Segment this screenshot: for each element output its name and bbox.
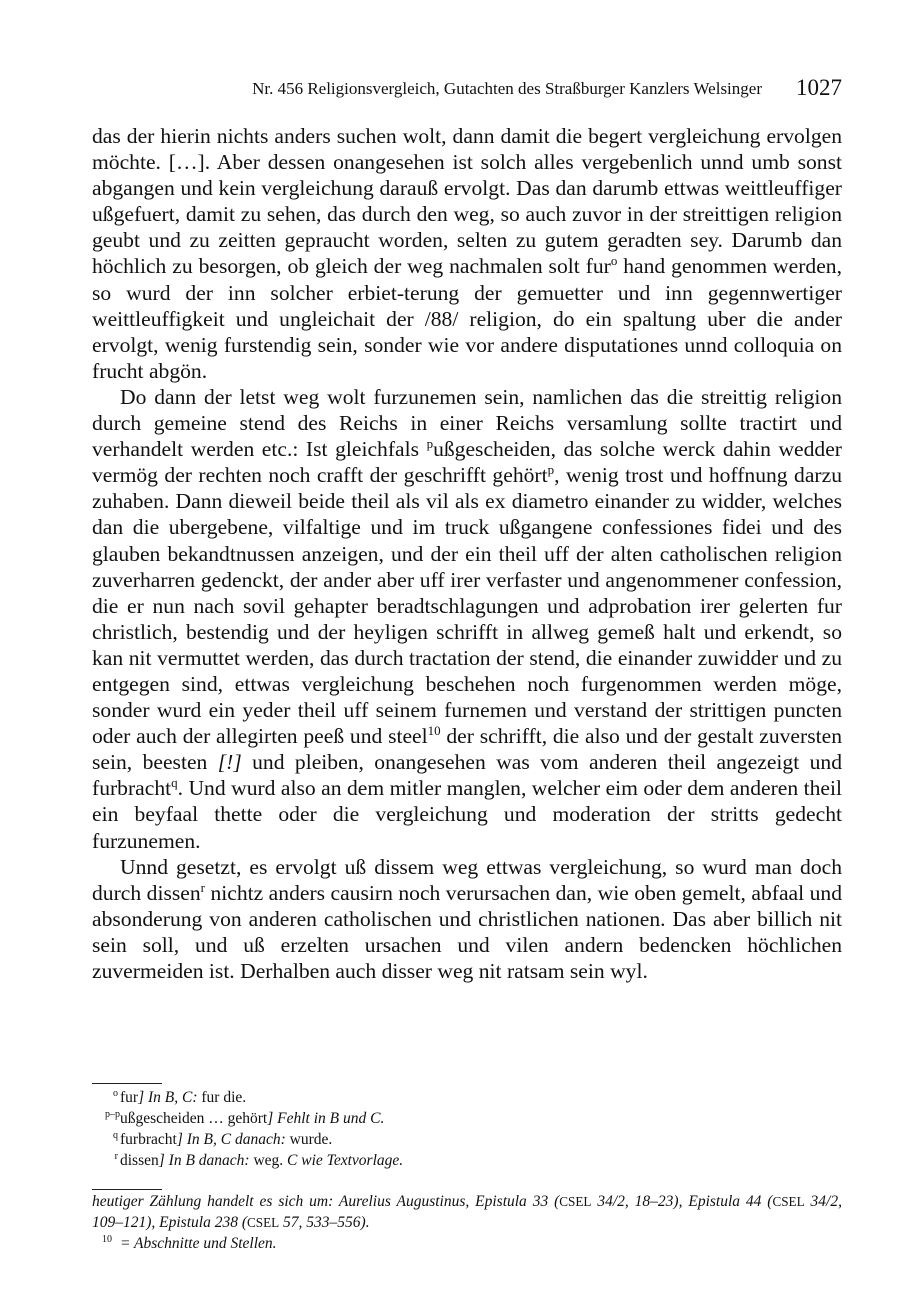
paragraph-2: Do dann der letst weg wolt furzunemen sein, namlichen das die streittig religion durch gemeine stend des Reichs in einer Reichs versamlung sollte tractirt und verhandelt werden etc.: Ist gleichfals $^p$ußgescheiden, das solche werck dahin wedder vermög der rechten noch crafft der geschrifft gehört$^p$, wenig trost und hoffnung darzu zuhaben. Dann dieweil beide theil als vil als ex diametro einander zu widder, welches dan die ubergebene, vilfaltige und im truck ußgangene confessiones fidei und des glauben bekandtnussen anzeigen, und der ein theil uff der alten catholischen religion zuverharren gedenckt, der ander aber uff irer verfaster und angenommener confession, die er nun nach sovil gehapter beradtschlagungen und adprobation irer gelerten fur christlich, bestendig und der heyligen schrifft in allweg gemeß halt und erkendt, so kan nit vermuttet werden, das durch tractation der stend, die einander zuwidder und zu entgegen sind, ettwas vergleichung beschehen noch furgenommen werden möge, sonder wurd ein yeder theil uff seinem furnemen und verstand der strittigen puncten oder auch der allegirten peeß und steel$^{10}$ der schrifft, die also und der gestalt zuversten sein, beesten [!] und pleiben, onangesehen was vom anderen theil angezeigt und furbracht$^q$. Und wurd also an dem mitler manglen, welcher eim oder dem anderen theil ein beyfaal thette oder die vergleichung und moderation der stritts gedecht furzunemen. [92, 384, 842, 853]
commentary-notes [92, 1191, 842, 1254]
apparatus-note-q: q furbracht] In B, C danach: wurde. [113, 1130, 333, 1148]
note-marker-o[interactable]: o [610, 253, 618, 269]
editorial-sic: [!] [217, 750, 242, 775]
note-marker-10[interactable]: 10 [427, 723, 441, 739]
note-marker-q[interactable]: q [171, 775, 178, 791]
apparatus-note-o: o fur] In B, C: fur die. [113, 1088, 247, 1106]
paragraph-1: das der hierin nichts anders suchen wolt, dann damit die begert vergleichung ervolgen möchte. […]. Aber dessen onangesehen ist solch alles vergebenlich unnd umb sonst abgangen und kein vergleichung darauß ervolgt. Das dan darumb ettwas weittleuffiger ußgefuert, damit zu sehen, das durch den weg, so auch zuvor in der streittigen religion geubt und zu zeitten gepraucht worden, selten zu gutem geradten sey. Darumb dan höchlich zu besorgen, ob gleich der weg nachmalen solt fur$^o$ hand genommen werden, so wurd der inn solcher erbiet-terung der gemuetter und inn gegennwertiger weittleuffigkeit und ungleichait der /88/ religion, do ein spaltung uber die ander ervolgt, wenig furstendig sein, sonder wie vor andere disputationes unnd colloquia on frucht abgön. [92, 124, 842, 383]
commentary-continuation: heutiger Zählung handelt es sich um: Aurelius Augustinus, Epistula 33 (CSEL 34/2, 18–23), Epistula 44 (CSEL 34/2, 109–121), Epistula 238 (CSEL 57, 533–556). [92, 1193, 842, 1231]
apparatus-divider [92, 1083, 162, 1084]
page-number: 1027 [796, 75, 842, 100]
main-text [92, 123, 842, 984]
document-page [92, 0, 842, 1300]
running-header [92, 75, 842, 109]
commentary-divider [92, 1189, 162, 1190]
apparatus-note-r: r dissen] In B danach: weg. C wie Textvorlage. [114, 1151, 404, 1169]
note-marker-p-open[interactable]: p [426, 436, 434, 452]
note-marker-p-close[interactable]: p [547, 462, 555, 478]
commentary-note-10: 10 = Abschnitte und Stellen. [102, 1234, 277, 1252]
note-marker-r[interactable]: r [200, 879, 205, 895]
paragraph-3: Unnd gesetzt, es ervolgt uß dissem weg ettwas vergleichung, so wurd man doch durch dissen$^r$ nichtz anders causirn noch verursachen dan, wie oben gemelt, abfaal und absonderung von anderen catholischen und christlichen nationen. Das aber billich nit sein soll, und uß erzelten ursachen und vilen andern bedencken höchlichen zuvermeiden ist. Derhalben auch disser weg nit ratsam sein wyl. [92, 854, 842, 983]
critical-apparatus [92, 1087, 842, 1171]
running-title: Nr. 456 Religionsvergleich, Gutachten des Straßburger Kanzlers Welsinger [252, 79, 762, 98]
apparatus-note-p: p–p ußgescheiden … gehört] Fehlt in B und C. [105, 1109, 385, 1127]
